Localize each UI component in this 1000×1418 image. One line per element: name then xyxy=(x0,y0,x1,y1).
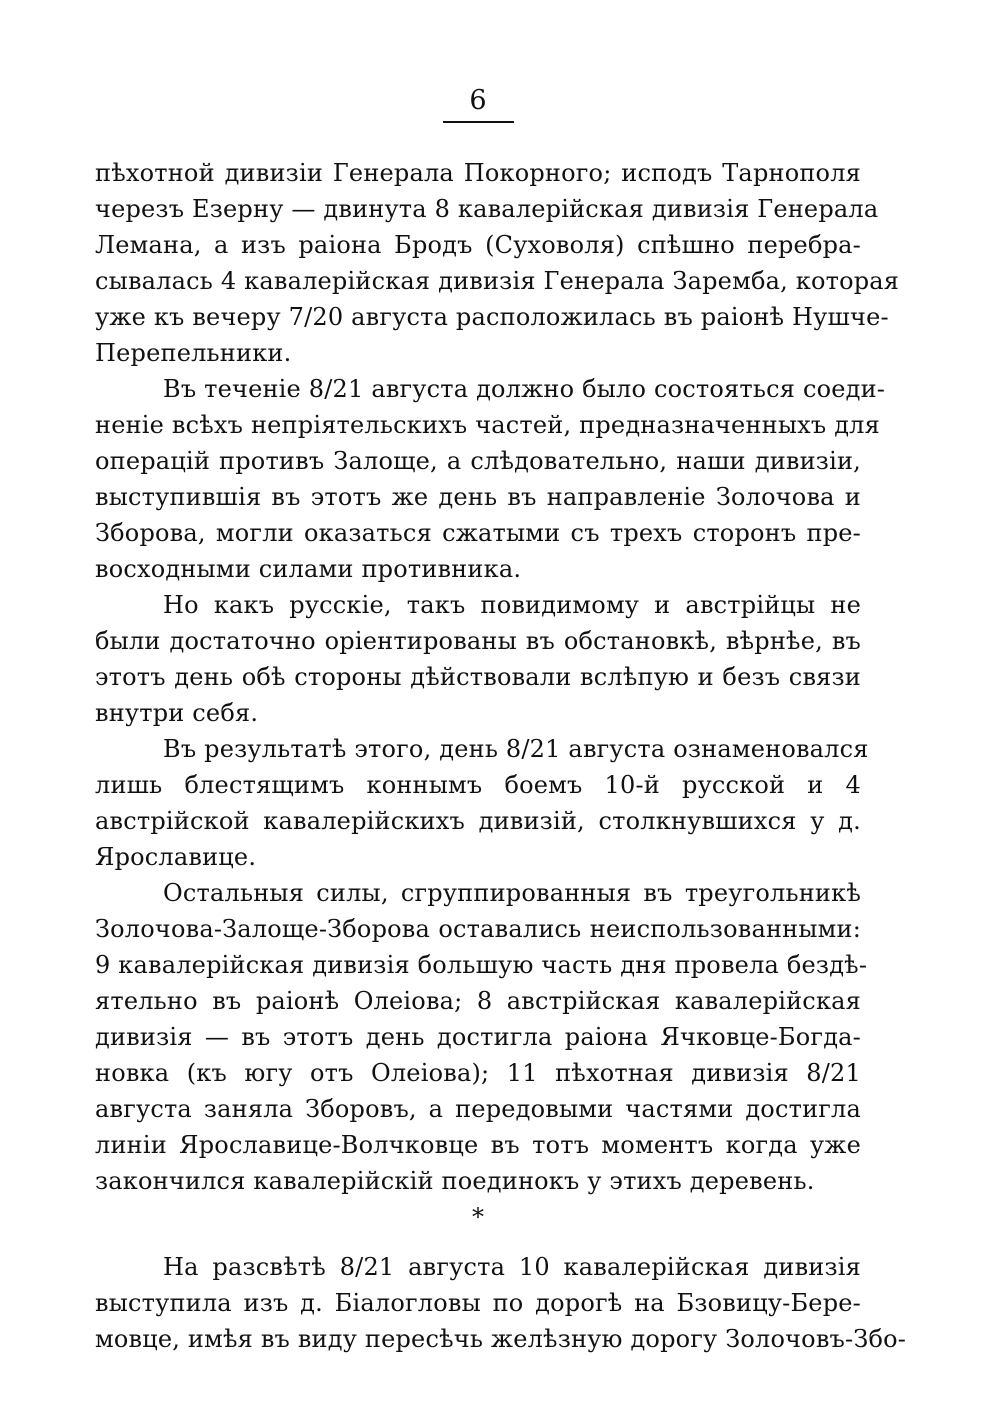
text-line: выступившія въ этотъ же день въ направленіе Золочова и xyxy=(95,483,861,511)
text-line: Но какъ русскіе, такъ повидимому и австрійцы не xyxy=(163,591,861,619)
text-line: августа заняла Зборовъ, а передовыми частями достигла xyxy=(95,1095,861,1123)
text-line: выступила изъ д. Біалогловы по дорогѣ на Бзовицу-Бере- xyxy=(95,1289,861,1317)
paragraph-6 xyxy=(95,1249,907,1357)
text-line: лишь блестящимъ коннымъ боемъ 10-й русской и 4 xyxy=(95,771,861,799)
text-line: внутри себя. xyxy=(95,699,259,727)
paragraph-4 xyxy=(95,731,869,875)
page-number-underline xyxy=(443,121,514,123)
page-number: 6 xyxy=(469,85,487,116)
text-line: были достаточно оріентированы въ обстановкѣ, вѣрнѣе, въ xyxy=(95,627,861,655)
text-line: пѣхотной дивизіи Генерала Покорного; исподъ Тарнополя xyxy=(95,159,861,187)
text-line: Въ результатѣ этого, день 8/21 августа ознаменовался xyxy=(163,735,869,763)
paragraph-5 xyxy=(95,875,868,1199)
text-line: черезъ Езерну — двинута 8 кавалерійская дивизія Генерала xyxy=(95,195,879,223)
text-line: Лемана, а изъ раіона Бродъ (Суховоля) спѣшно перебра- xyxy=(95,231,861,259)
text-line: закончился кавалерійскій поединокъ у этихъ деревень. xyxy=(95,1167,815,1195)
section-gap xyxy=(95,1235,861,1249)
text-line: Остальныя силы, сгруппированныя въ треугольникѣ xyxy=(163,879,861,907)
text-line: На разсвѣтѣ 8/21 августа 10 кавалерійская дивизія xyxy=(163,1253,861,1281)
text-line: мовце, имѣя въ виду пересѣчь желѣзную дорогу Золочовъ-Збо- xyxy=(95,1325,907,1353)
section-separator-asterisk: * xyxy=(472,1203,484,1231)
text-line: Ярославице. xyxy=(95,843,257,871)
text-line: этотъ день обѣ стороны дѣйствовали вслѣпую и безъ связи xyxy=(95,663,861,691)
text-line: операцій противъ Залоще, а слѣдовательно, наши дивизіи, xyxy=(95,447,861,475)
text-line: восходными силами противника. xyxy=(95,555,522,583)
paragraph-1 xyxy=(95,155,900,371)
text-line: австрійской кавалерійскихъ дивизій, столкнувшихся у д. xyxy=(95,807,861,835)
text-line: неніе всѣхъ непріятельскихъ частей, предназначенныхъ для xyxy=(95,411,880,439)
text-line: Въ теченіе 8/21 августа должно было состояться соеди- xyxy=(163,375,886,403)
text-line: Золочова-Залоще-Зборова оставались неиспользованными: xyxy=(95,915,861,943)
text-line: Зборова, могли оказаться сжатыми съ трехъ сторонъ пре- xyxy=(95,519,861,547)
text-line: дивизія — въ этотъ день достигла раіона Ячковце-Богда- xyxy=(95,1023,861,1051)
text-line: 9 кавалерійская дивизія большую часть дня провела бездѣ- xyxy=(95,951,868,979)
text-line: линіи Ярославице-Волчковце въ тотъ моментъ когда уже xyxy=(95,1131,861,1159)
body-text xyxy=(95,155,907,1357)
text-line: сывалась 4 кавалерійская дивизія Генерала Заремба, которая xyxy=(95,267,900,295)
paragraph-3 xyxy=(95,587,861,731)
text-line: новка (къ югу отъ Олеіова); 11 пѣхотная дивизія 8/21 xyxy=(95,1059,861,1087)
text-line: ятельно въ раіонѣ Олеіова; 8 австрійская кавалерійская xyxy=(95,987,861,1015)
text-line: уже къ вечеру 7/20 августа расположилась въ раіонѣ Нушче- xyxy=(95,303,889,331)
text-line: Перепельники. xyxy=(95,339,292,367)
paragraph-2 xyxy=(95,371,886,587)
